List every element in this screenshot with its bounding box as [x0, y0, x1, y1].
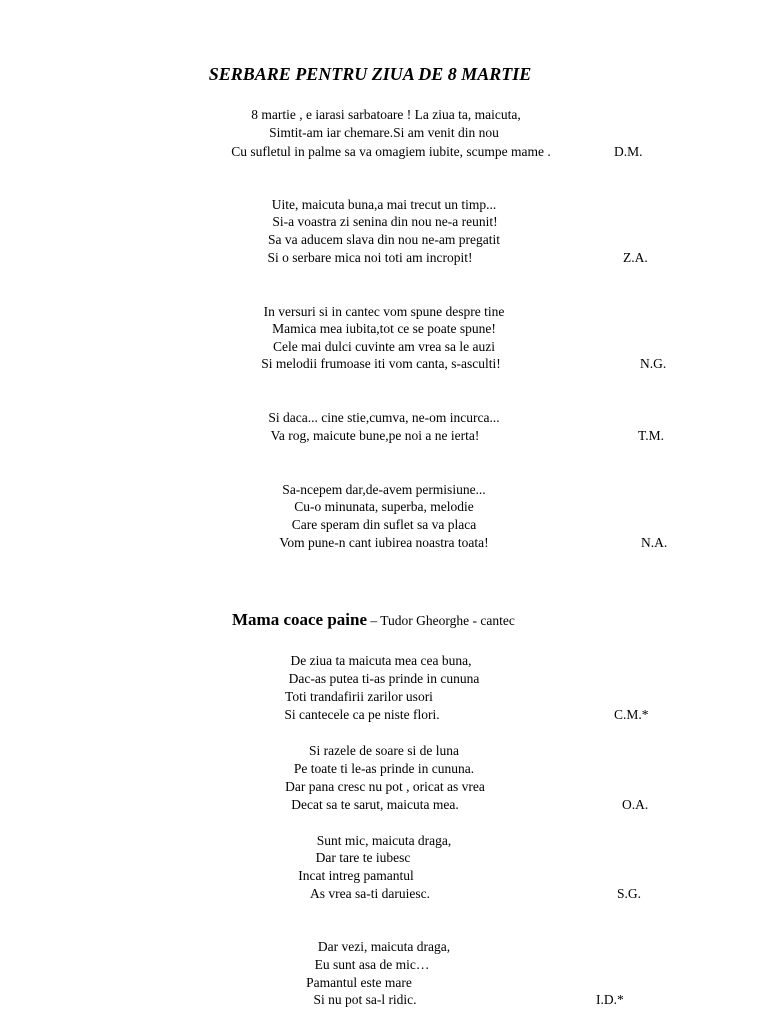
stanza-line: Dac-as putea ti-as prinde in cununa	[288, 671, 480, 686]
stanza-line: Cu-o minunata, superba, melodie	[294, 499, 474, 514]
stanza-line: Cu sufletul in palme sa va omagiem iubite, scumpe mame .	[231, 144, 551, 159]
author-initials: N.G.	[640, 356, 667, 371]
stanza-line: 8 martie , e iarasi sarbatoare ! La ziua ta, maicuta,	[251, 107, 521, 122]
stanza-line: Cele mai dulci cuvinte am vrea sa le auzi	[273, 339, 495, 354]
author-initials: C.M.*	[614, 707, 649, 722]
stanza-line: Mamica mea iubita,tot ce se poate spune!	[272, 321, 496, 336]
author-initials: T.M.	[638, 428, 664, 443]
stanza-line: Sa va aducem slava din nou ne-am pregatit	[267, 232, 501, 247]
author-initials: O.A.	[622, 797, 649, 812]
stanza-line: Simtit-am iar chemare.Si am venit din nou	[269, 125, 499, 140]
song-title: Mama coace paine	[232, 610, 368, 629]
stanza-line: Toti trandafirii zarilor usori	[285, 689, 433, 704]
stanza-line: Si o serbare mica noi toti am incropit!	[267, 250, 473, 265]
stanza-line: Dar pana cresc nu pot , oricat as vrea	[285, 779, 485, 794]
stanza-line: Eu sunt asa de mic…	[314, 957, 430, 972]
stanza-line: Vom pune-n cant iubirea noastra toata!	[279, 535, 489, 550]
stanza-line: Si daca... cine stie,cumva, ne-om incurca...	[268, 410, 500, 425]
stanza-line: Si cantecele ca pe niste flori.	[284, 707, 440, 722]
stanza-line: Decat sa te sarut, maicuta mea.	[291, 797, 459, 812]
song-heading	[216, 592, 515, 648]
stanza-line: Va rog, maicute bune,pe noi a ne ierta!	[270, 428, 480, 443]
author-initials: Z.A.	[623, 250, 648, 265]
stanza-line: In versuri si in cantec vom spune despre tine	[263, 304, 505, 319]
author-initials: S.G.	[617, 886, 642, 901]
stanza-line: Si razele de soare si de luna	[309, 743, 459, 758]
stanza-line: Sunt mic, maicuta draga,	[316, 833, 452, 848]
stanza-line: Dar tare te iubesc	[315, 850, 411, 865]
stanza-line: Si nu pot sa-l ridic.	[313, 992, 417, 1007]
stanza-line: Dar vezi, maicuta draga,	[317, 939, 451, 954]
author-initials: I.D.*	[596, 992, 624, 1007]
song-credit: – Tudor Gheorghe - cantec	[367, 613, 515, 628]
document-title: SERBARE PENTRU ZIUA DE 8 MARTIE	[208, 64, 532, 84]
stanza-line: Sa-ncepem dar,de-avem permisiune...	[282, 482, 486, 497]
stanza-line: As vrea sa-ti daruiesc.	[310, 886, 430, 901]
author-initials: N.A.	[641, 535, 668, 550]
author-initials: D.M.	[614, 144, 643, 159]
stanza-line: Care speram din suflet sa va placa	[291, 517, 477, 532]
stanza-line: Si melodii frumoase iti vom canta, s-asculti!	[261, 356, 501, 371]
stanza-line: Uite, maicuta buna,a mai trecut un timp...	[271, 197, 497, 212]
stanza-line: De ziua ta maicuta mea cea buna,	[290, 653, 472, 668]
stanza-line: Incat intreg pamantul	[298, 868, 414, 883]
stanza-line: Si-a voastra zi senina din nou ne-a reunit!	[272, 214, 498, 229]
stanza-line: Pamantul este mare	[306, 975, 412, 990]
stanza-line: Pe toate ti le-as prinde in cununa.	[293, 761, 475, 776]
